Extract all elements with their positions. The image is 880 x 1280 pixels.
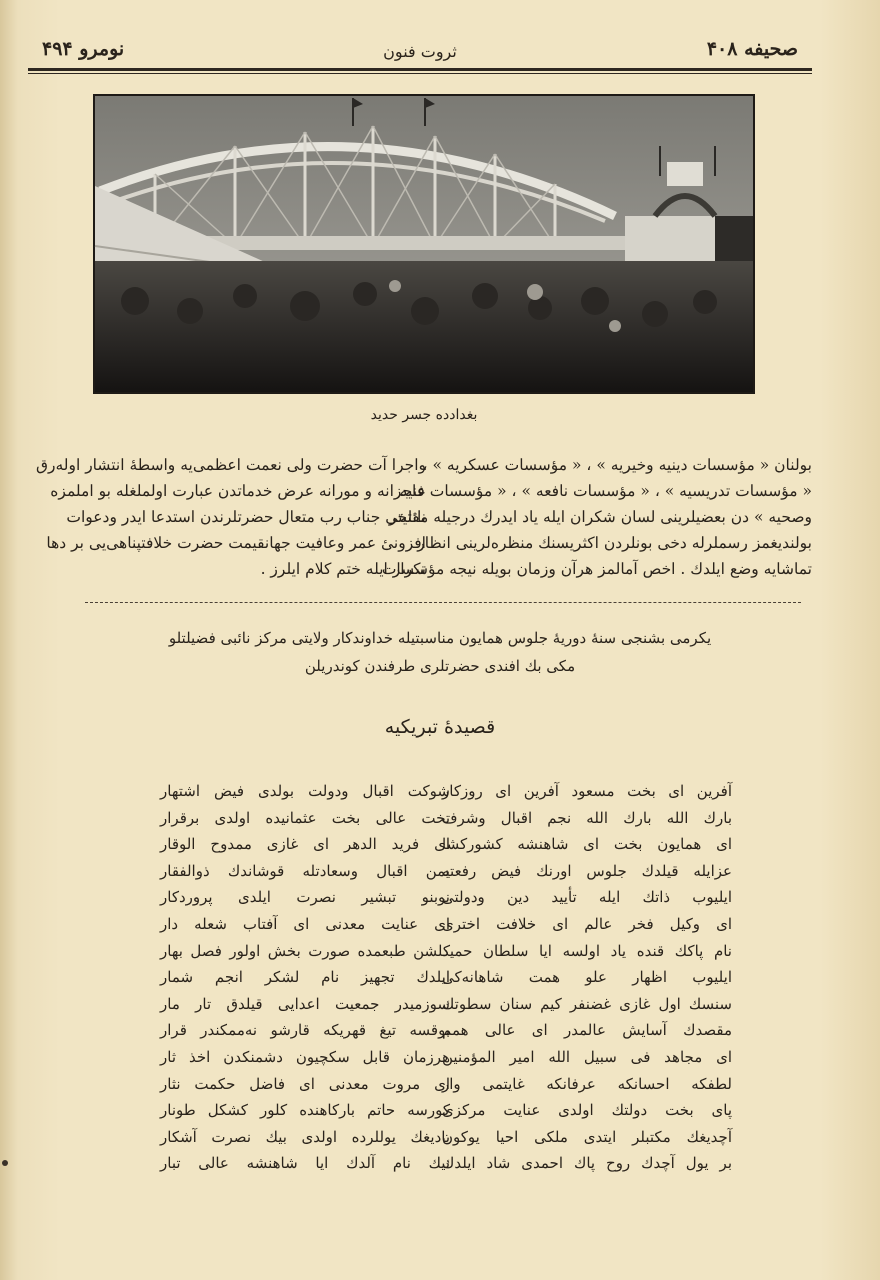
article-line: واجرا آت حضرت ولی نعمت اعظمی‌یه واسطهٔ انتشار اوله‌رق xyxy=(35,456,426,474)
poem-verse: کلشن طبعمده صورت بخش اولور فصل بهار xyxy=(160,941,450,960)
bridge-photograph xyxy=(93,94,755,394)
header-rule-thin xyxy=(28,73,812,74)
poem-verse: نیك نام آلدك ایا شاهنشه عالی تبار xyxy=(160,1154,450,1173)
article-line: « مؤسسات تدریسیه » ، « مؤسسات نافعه » ، « مؤسسات فنیه xyxy=(399,482,812,500)
poem-verse: نام پاکك قنده یاد اولسه ایا سلطان حمید xyxy=(442,941,732,960)
photo-caption: بغدادده جسر حدید xyxy=(370,407,478,423)
poem-verse: مقصدك آسایش عالمدر ای عالی همم xyxy=(442,1021,732,1040)
article-line: بولنان « مؤسسات دینیه وخیریه » ، « مؤسسات عسکریه » ، xyxy=(422,456,812,474)
poem-verse: سوزمیدر جمعیت اعدایی قیلدق تار مار xyxy=(160,994,450,1013)
poem-verse: ای وکیل فخر عالم ای خلافت اختری xyxy=(442,914,732,933)
poem-verse: یمن اقبال وسعادتله قوشاندك ذوالفقار xyxy=(160,861,450,880)
journal-title: ثروت فنون xyxy=(383,42,457,61)
article-line: بولندیغمز رسملرله دخی بونلردن اکثریسنك منظره‌لرینی انظار xyxy=(417,534,812,552)
poem-verse: ای همایون بخت ای شاهنشه کشورکشا xyxy=(442,835,732,854)
poem-verse: آفرین ای بخت مسعود آفرین ای روزکار xyxy=(442,782,732,800)
poem-verse: بارك الله بارك الله نجم اقبال وشرف xyxy=(442,808,732,827)
poem-verse: ای فرید الدهر ای غازی ممدوح الوقار xyxy=(160,835,450,854)
article-line: افزونیٔ عمر وعافیت جهانقیمت حضرت خلافتپناهی‌یی بر دها xyxy=(46,534,426,552)
poem-verse: شوکت اقبال ودولت بولدی فیض اشتهار xyxy=(160,782,450,800)
intro-line: یکرمی بشنجی سنهٔ دوریهٔ جلوس همایون مناسبتیله خداوندکار ولایتی مرکز نائبی فضیلتلو xyxy=(168,629,712,647)
poem-verse: بوقسه تیغ قهریکه قارشو نه‌ممکندر قرار xyxy=(160,1021,450,1040)
article-left-column xyxy=(28,452,426,582)
poem-right-column xyxy=(442,778,732,1177)
poem-verse: تخت عالی بخت عثمانیده اولدی برقرار xyxy=(160,808,450,827)
poem-verse: ایلیوب ذاتك ایله تأیید دین ودولتی xyxy=(442,888,732,907)
poem-verse: نوبنو تبشیر نصرت ایلدی پروردکار xyxy=(160,888,450,907)
page-edge-mark xyxy=(2,1160,8,1166)
intro-line: مکی بك افندی حضرتلری طرفندن کوندریلن xyxy=(304,657,576,675)
article-line: تماشایه وضع ایلدك . اخص آمالمز هرآن وزمان بویله نیجه مؤسسات xyxy=(381,560,812,578)
poem-verse: سنسك اول غازی غضنفر کیم سنان سطوتك xyxy=(442,994,732,1013)
poem-verse: پای بخت دولتك اولدی عنایت مرکزی xyxy=(442,1101,732,1120)
article-line: عاجزانه و مورانه عرض خدماتدن عبارت اولملغله بو املمزه xyxy=(50,482,426,500)
issue-number: نومرو ۴۹۴ xyxy=(42,38,125,60)
poem-verse: ای مروت معدنی ای فاضل حکمت نثار xyxy=(160,1074,450,1093)
article-line: نائلیتی جناب رب متعال حضرتلرندن استدعا ایدر ودعوات xyxy=(66,508,426,526)
poem-introduction xyxy=(160,624,720,680)
article-line: تکرار ایله ختم کلام ایلرز . xyxy=(260,560,426,578)
poem-title: قصیدهٔ تبریکیه xyxy=(384,716,496,738)
section-divider xyxy=(85,602,801,603)
poem-verse: لطفکه احسانکه عرفانکه غایتمی وار xyxy=(442,1074,732,1093)
article-line: وصحیه » دن بعضیلرینی لسان شکران ایله یاد ایدرك درجیله مفتخر xyxy=(388,508,812,526)
page-number: صحیفه ۴۰۸ xyxy=(706,38,798,60)
poem-verse: کورسه حاتم بارکاهنده کلور کشکل طونار xyxy=(160,1101,450,1120)
poem-verse: هرزمان قابل سکچیون دشمنکدن اخذ ثار xyxy=(160,1047,450,1066)
poem-verse: آچدیغك مکتبلر ایتدی ملکی احیا یوکون xyxy=(442,1127,732,1146)
poem-verse: ای عنایت معدنی ای آفتاب شعله دار xyxy=(160,914,450,933)
poem-verse: بر یول آچدك روح پاك احمدی شاد ایلدك xyxy=(442,1154,732,1173)
poem-verse: ایلدك تجهیز نام لشکر انجم شمار xyxy=(160,968,450,987)
poem-left-column xyxy=(160,778,450,1177)
header-rule xyxy=(28,68,812,71)
poem-verse: یادیغك یوللرده اولدی بیك نصرت آشکار xyxy=(160,1127,450,1146)
poem-verse: ای مجاهد فی سبیل الله امیر المؤمنین xyxy=(442,1047,732,1066)
poem-verse: ایلیوب اظهار علو همت شاهانه‌کی xyxy=(442,968,732,987)
article-right-column xyxy=(381,452,812,582)
bridge-photo-illustration xyxy=(95,96,753,392)
poem-verse: عزایله قیلدك جلوس اورنك فیض رفعته xyxy=(442,861,732,880)
